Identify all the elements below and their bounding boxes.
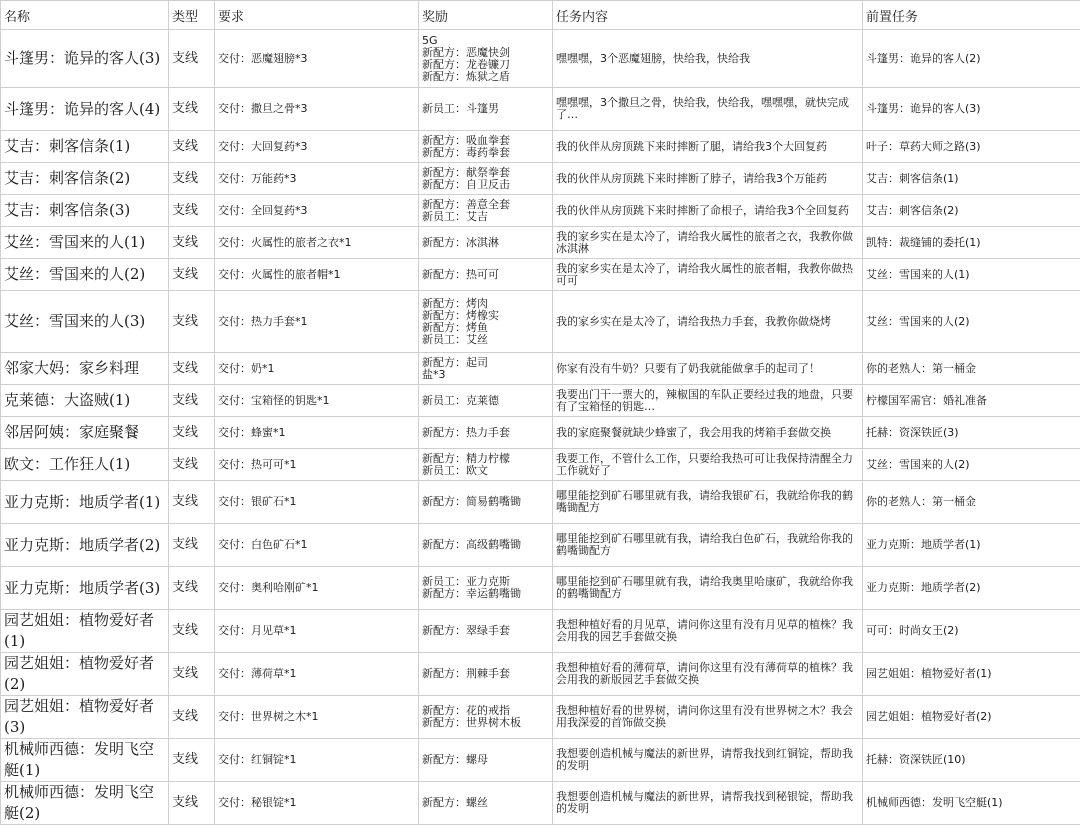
quest-content-cell: 我想要创造机械与魔法的新世界，请帮我找到秘银锭，帮助我的发明 [553, 782, 863, 825]
quest-type-cell: 支线 [169, 353, 215, 385]
quest-prerequisite-cell: 柠檬国军需官：婚礼准备 [863, 385, 1080, 417]
quest-type-cell: 支线 [169, 291, 215, 353]
quest-content-cell: 哪里能挖到矿石哪里就有我，请给我银矿石，我就给你我的鹤嘴锄配方 [553, 481, 863, 524]
reward-item: 新配方：高级鹤嘴锄 [422, 539, 549, 551]
quest-prerequisite-cell: 艾丝：雪国来的人(1) [863, 259, 1080, 291]
quest-type-cell: 支线 [169, 610, 215, 653]
quest-name-cell: 园艺姐姐：植物爱好者(2) [1, 653, 169, 696]
quest-content-cell: 我的家乡实在是太冷了，请给我火属性的旅者帽，我教你做热可可 [553, 259, 863, 291]
quest-prerequisite-cell: 托赫：资深铁匠(3) [863, 417, 1080, 449]
column-header-type: 类型 [169, 1, 215, 30]
quest-type-cell: 支线 [169, 385, 215, 417]
table-row [1, 610, 1080, 653]
quest-name-cell: 亚力克斯：地质学者(3) [1, 567, 169, 610]
quest-type-cell: 支线 [169, 88, 215, 131]
quest-content-cell: 你家有没有牛奶？只要有了奶我就能做拿手的起司了！ [553, 353, 863, 385]
quest-content-cell: 我要出门干一票大的，辣椒国的车队正要经过我的地盘，只要有了宝箱怪的钥匙… [553, 385, 863, 417]
quest-type-cell: 支线 [169, 739, 215, 782]
reward-item: 新配方：吸血拳套 [422, 135, 549, 147]
quest-name-cell: 亚力克斯：地质学者(1) [1, 481, 169, 524]
reward-item: 新配方：精力柠檬 [422, 453, 549, 465]
table-row [1, 524, 1080, 567]
quest-name-cell: 邻家大妈：家乡料理 [1, 353, 169, 385]
quest-reward-cell [419, 195, 553, 227]
quest-type-cell: 支线 [169, 227, 215, 259]
quest-requirement-cell: 交付：恶魔翅膀*3 [215, 30, 419, 88]
quest-name-cell: 园艺姐姐：植物爱好者(3) [1, 696, 169, 739]
table-row [1, 696, 1080, 739]
quest-prerequisite-cell: 艾吉：刺客信条(2) [863, 195, 1080, 227]
reward-item: 新员工：艾丝 [422, 334, 549, 346]
reward-item: 新配方：烤肉 [422, 298, 549, 310]
quest-name-cell: 艾丝：雪国来的人(1) [1, 227, 169, 259]
quest-content-cell: 我的伙伴从房顶跳下来时摔断了命根子，请给我3个全回复药 [553, 195, 863, 227]
table-row [1, 259, 1080, 291]
quest-name-cell: 艾丝：雪国来的人(2) [1, 259, 169, 291]
quest-type-cell: 支线 [169, 195, 215, 227]
quest-content-cell: 我想种植好看的薄荷草，请问你这里有没有薄荷草的植株？我会用我的新版园艺手套做交换 [553, 653, 863, 696]
quest-requirement-cell: 交付：世界树之木*1 [215, 696, 419, 739]
reward-item: 新配方：善意全套 [422, 199, 549, 211]
table-row [1, 353, 1080, 385]
quest-name-cell: 艾吉：刺客信条(2) [1, 163, 169, 195]
quest-requirement-cell: 交付：薄荷草*1 [215, 653, 419, 696]
reward-item: 新配方：炼狱之盾 [422, 71, 549, 83]
quest-reward-cell [419, 163, 553, 195]
quest-type-cell: 支线 [169, 449, 215, 481]
quest-name-cell: 克莱德：大盗贼(1) [1, 385, 169, 417]
reward-item: 新员工：欧文 [422, 465, 549, 477]
reward-item: 新配方：世界树木板 [422, 717, 549, 729]
quest-content-cell: 嘿嘿嘿，3个恶魔翅膀，快给我，快给我 [553, 30, 863, 88]
quest-prerequisite-cell: 凯特：裁缝铺的委托(1) [863, 227, 1080, 259]
quest-reward-cell [419, 131, 553, 163]
quest-content-cell: 哪里能挖到矿石哪里就有我，请给我奥里哈康矿，我就给你我的鹤嘴锄配方 [553, 567, 863, 610]
reward-item: 新配方：热可可 [422, 269, 549, 281]
header-row [1, 1, 1080, 30]
reward-item: 新配方：荆棘手套 [422, 668, 549, 680]
quest-requirement-cell: 交付：万能药*3 [215, 163, 419, 195]
quest-prerequisite-cell: 亚力克斯：地质学者(2) [863, 567, 1080, 610]
table-row [1, 227, 1080, 259]
quest-requirement-cell: 交付：撒旦之骨*3 [215, 88, 419, 131]
quest-type-cell: 支线 [169, 782, 215, 825]
column-header-requirement: 要求 [215, 1, 419, 30]
reward-item: 新配方：烤鱼 [422, 322, 549, 334]
quest-prerequisite-cell: 你的老熟人：第一桶金 [863, 353, 1080, 385]
quest-name-cell: 艾吉：刺客信条(1) [1, 131, 169, 163]
quest-name-cell: 艾丝：雪国来的人(3) [1, 291, 169, 353]
table-row [1, 163, 1080, 195]
reward-item: 新配方：冰淇淋 [422, 237, 549, 249]
quest-reward-cell [419, 227, 553, 259]
reward-item: 新配方：螺丝 [422, 797, 549, 809]
column-header-name: 名称 [1, 1, 169, 30]
quest-prerequisite-cell: 托赫：资深铁匠(10) [863, 739, 1080, 782]
reward-item: 新员工：斗篷男 [422, 103, 549, 115]
quest-reward-cell [419, 653, 553, 696]
quest-reward-cell [419, 782, 553, 825]
quest-requirement-cell: 交付：热可可*1 [215, 449, 419, 481]
table-row [1, 653, 1080, 696]
quest-requirement-cell: 交付：宝箱怪的钥匙*1 [215, 385, 419, 417]
quest-type-cell: 支线 [169, 696, 215, 739]
quest-content-cell: 我想要创造机械与魔法的新世界，请帮我找到红铜锭，帮助我的发明 [553, 739, 863, 782]
quest-requirement-cell: 交付：火属性的旅者之衣*1 [215, 227, 419, 259]
quest-type-cell: 支线 [169, 567, 215, 610]
table-row [1, 481, 1080, 524]
quest-prerequisite-cell: 机械师西德：发明飞空艇(1) [863, 782, 1080, 825]
reward-item: 新配方：毒药拳套 [422, 147, 549, 159]
table-row [1, 88, 1080, 131]
quest-type-cell: 支线 [169, 417, 215, 449]
quest-type-cell: 支线 [169, 30, 215, 88]
quest-reward-cell [419, 353, 553, 385]
quest-prerequisite-cell: 艾吉：刺客信条(1) [863, 163, 1080, 195]
quest-prerequisite-cell: 斗篷男：诡异的客人(3) [863, 88, 1080, 131]
quest-prerequisite-cell: 叶子：草药大师之路(3) [863, 131, 1080, 163]
quest-content-cell: 我要工作，不管什么工作，只要给我热可可让我保持清醒全力工作就好了 [553, 449, 863, 481]
column-header-prerequisite: 前置任务 [863, 1, 1080, 30]
quest-name-cell: 斗篷男：诡异的客人(3) [1, 30, 169, 88]
quest-reward-cell [419, 259, 553, 291]
table-row [1, 417, 1080, 449]
reward-item: 新配方：献祭拳套 [422, 167, 549, 179]
quest-reward-cell [419, 696, 553, 739]
quest-reward-cell [419, 524, 553, 567]
quest-name-cell: 斗篷男：诡异的客人(4) [1, 88, 169, 131]
table-row [1, 30, 1080, 88]
quest-reward-cell [419, 567, 553, 610]
reward-item: 新配方：简易鹤嘴锄 [422, 496, 549, 508]
reward-item: 盐*3 [422, 369, 549, 381]
quest-reward-cell [419, 610, 553, 653]
quest-reward-cell [419, 88, 553, 131]
table-row [1, 131, 1080, 163]
reward-item: 新配方：烤橡实 [422, 310, 549, 322]
quest-type-cell: 支线 [169, 524, 215, 567]
quest-reward-cell [419, 417, 553, 449]
quest-content-cell: 我的伙伴从房顶跳下来时摔断了腿，请给我3个大回复药 [553, 131, 863, 163]
quest-reward-cell [419, 739, 553, 782]
quest-requirement-cell: 交付：大回复药*3 [215, 131, 419, 163]
table-row [1, 567, 1080, 610]
quest-content-cell: 我想种植好看的世界树，请问你这里有没有世界树之木？我会用我深爱的首饰做交换 [553, 696, 863, 739]
quest-requirement-cell: 交付：秘银锭*1 [215, 782, 419, 825]
quest-name-cell: 机械师西德：发明飞空艇(2) [1, 782, 169, 825]
quest-reward-cell [419, 481, 553, 524]
quest-content-cell: 哪里能挖到矿石哪里就有我，请给我白色矿石，我就给你我的鹤嘴锄配方 [553, 524, 863, 567]
quest-requirement-cell: 交付：奶*1 [215, 353, 419, 385]
quest-type-cell: 支线 [169, 163, 215, 195]
quest-requirement-cell: 交付：全回复药*3 [215, 195, 419, 227]
column-header-reward: 奖励 [419, 1, 553, 30]
quest-content-cell: 我的家乡实在是太冷了，请给我热力手套，我教你做烧烤 [553, 291, 863, 353]
table-row [1, 739, 1080, 782]
quest-name-cell: 园艺姐姐：植物爱好者(1) [1, 610, 169, 653]
reward-item: 新配方：翠绿手套 [422, 625, 549, 637]
quest-prerequisite-cell: 艾丝：雪国来的人(2) [863, 291, 1080, 353]
quest-prerequisite-cell: 园艺姐姐：植物爱好者(2) [863, 696, 1080, 739]
quest-requirement-cell: 交付：红铜锭*1 [215, 739, 419, 782]
reward-item: 5G [422, 35, 549, 47]
quest-reward-cell [419, 385, 553, 417]
table-row [1, 195, 1080, 227]
quest-requirement-cell: 交付：蜂蜜*1 [215, 417, 419, 449]
reward-item: 新配方：热力手套 [422, 427, 549, 439]
column-header-content: 任务内容 [553, 1, 863, 30]
reward-item: 新员工：亚力克斯 [422, 576, 549, 588]
quest-type-cell: 支线 [169, 259, 215, 291]
quest-name-cell: 亚力克斯：地质学者(2) [1, 524, 169, 567]
reward-item: 新员工：克莱德 [422, 395, 549, 407]
reward-item: 新配方：起司 [422, 357, 549, 369]
reward-item: 新配方：恶魔快剑 [422, 47, 549, 59]
quest-requirement-cell: 交付：奥利哈刚矿*1 [215, 567, 419, 610]
quest-content-cell: 嘿嘿嘿，3个撒旦之骨，快给我，快给我，嘿嘿嘿，就快完成了… [553, 88, 863, 131]
quest-type-cell: 支线 [169, 131, 215, 163]
quest-content-cell: 我的家乡实在是太冷了，请给我火属性的旅者之衣，我教你做冰淇淋 [553, 227, 863, 259]
table-row [1, 782, 1080, 825]
table-row [1, 449, 1080, 481]
quest-reward-cell [419, 30, 553, 88]
quest-content-cell: 我的伙伴从房顶跳下来时摔断了脖子，请给我3个万能药 [553, 163, 863, 195]
quest-requirement-cell: 交付：白色矿石*1 [215, 524, 419, 567]
quest-prerequisite-cell: 可可：时尚女王(2) [863, 610, 1080, 653]
quest-prerequisite-cell: 园艺姐姐：植物爱好者(1) [863, 653, 1080, 696]
quest-prerequisite-cell: 艾丝：雪国来的人(2) [863, 449, 1080, 481]
quest-type-cell: 支线 [169, 481, 215, 524]
reward-item: 新员工：艾吉 [422, 211, 549, 223]
reward-item: 新配方：龙卷镰刀 [422, 59, 549, 71]
table-row [1, 291, 1080, 353]
quest-name-cell: 机械师西德：发明飞空艇(1) [1, 739, 169, 782]
quest-requirement-cell: 交付：火属性的旅者帽*1 [215, 259, 419, 291]
reward-item: 新配方：花的戒指 [422, 705, 549, 717]
quest-name-cell: 欧文：工作狂人(1) [1, 449, 169, 481]
quest-type-cell: 支线 [169, 653, 215, 696]
quest-prerequisite-cell: 你的老熟人：第一桶金 [863, 481, 1080, 524]
quest-reward-cell [419, 449, 553, 481]
table-row [1, 385, 1080, 417]
quest-prerequisite-cell: 斗篷男：诡异的客人(2) [863, 30, 1080, 88]
quest-name-cell: 艾吉：刺客信条(3) [1, 195, 169, 227]
quest-requirement-cell: 交付：银矿石*1 [215, 481, 419, 524]
quest-content-cell: 我的家庭聚餐就缺少蜂蜜了，我会用我的烤箱手套做交换 [553, 417, 863, 449]
quest-requirement-cell: 交付：热力手套*1 [215, 291, 419, 353]
reward-item: 新配方：螺母 [422, 754, 549, 766]
quest-prerequisite-cell: 亚力克斯：地质学者(1) [863, 524, 1080, 567]
reward-item: 新配方：自卫反击 [422, 179, 549, 191]
quest-name-cell: 邻居阿姨：家庭聚餐 [1, 417, 169, 449]
reward-item: 新配方：幸运鹤嘴锄 [422, 588, 549, 600]
quest-requirement-cell: 交付：月见草*1 [215, 610, 419, 653]
quest-reward-cell [419, 291, 553, 353]
quest-content-cell: 我想种植好看的月见草，请问你这里有没有月见草的植株？我会用我的园艺手套做交换 [553, 610, 863, 653]
